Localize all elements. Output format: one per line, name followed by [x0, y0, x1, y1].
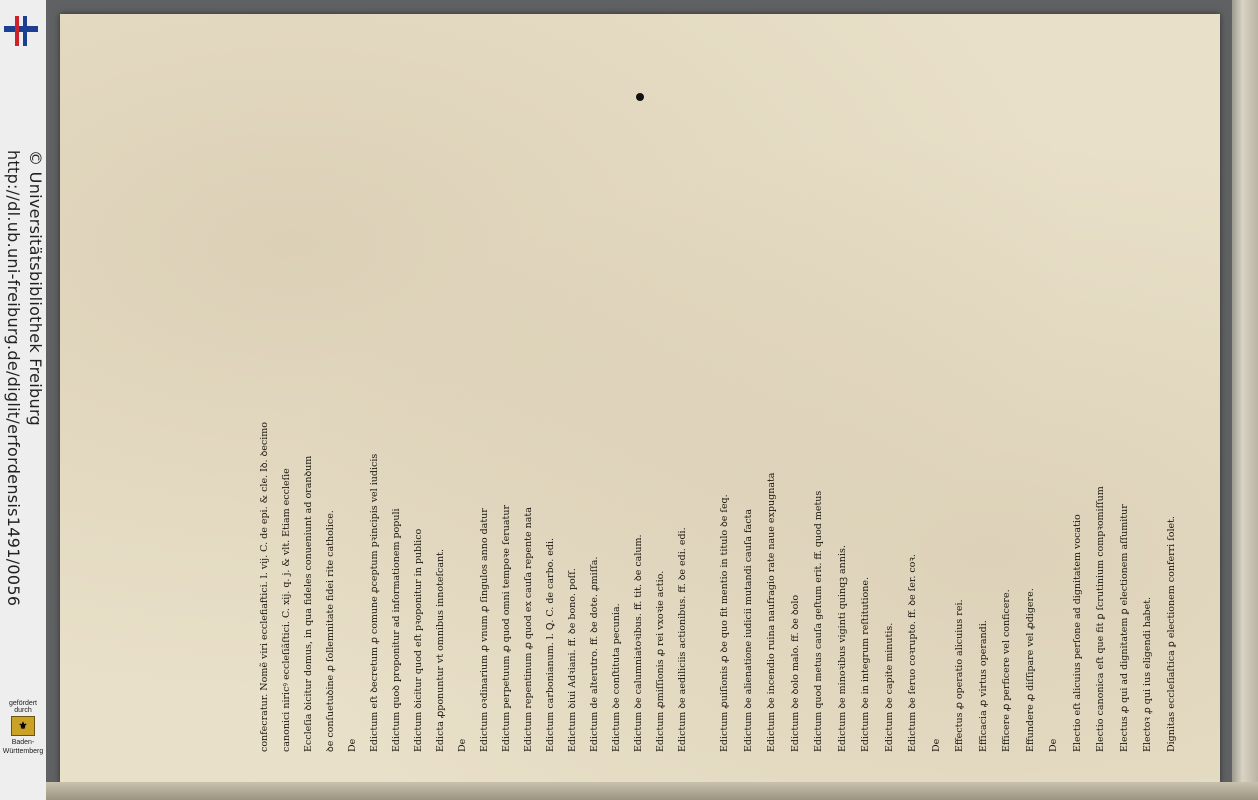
text-line: Edictum ꝺe in integrum reſtitutione.: [860, 576, 871, 752]
text-line: confecratur. Nomẽ viri ecclefiaftici. l. vij. C. de epi. & cle. Iꝺ. ꝺecimo: [259, 422, 270, 752]
text-line: De: [347, 738, 358, 752]
text-line: Effectus ꝓ operatio alicuius rei.: [954, 599, 965, 752]
funding-notice: [2, 700, 44, 756]
text-line: De: [930, 738, 942, 752]
text-line: Edictum quoꝺ proponitur ad informationem populi: [391, 508, 402, 752]
text-line: canonici niricꝰ eccleſiãſtici. C. xij. q. j. & vlt. Etiam eccleſie: [281, 468, 292, 752]
freiburg-flag-icon: [4, 16, 38, 46]
text-line: Edictum oꝛdinarium ꝓ vnum ꝓ ſingulos anno datur: [479, 508, 490, 752]
text-line: Edictum ꝓmiſſionis ꝓ rei vxoꝛie actio.: [655, 570, 666, 752]
text-line: Edictum ꝺiui Adꝛiani. ff. ꝺe bono. poſſ.: [567, 568, 578, 752]
funding-label: gefördert durch: [8, 700, 38, 714]
text-line: Electio canonica eſt que fit ꝑ ſcrutinium compꝛomiſſum: [1095, 486, 1106, 752]
text-line: Effundere ꝓ diſſipare vel ꝓdigere.: [1024, 588, 1036, 752]
text-line: Efficacia ꝓ virtus operandi.: [977, 620, 989, 752]
state-coat-of-arms-icon: ⚜: [11, 716, 35, 736]
text-line: Edictum ꝺe incendio ruina naufragio rate naue expugnata: [766, 472, 777, 752]
text-line: Edictum perpetuum ꝓ quod omni tempoꝛe ſeruatur: [501, 504, 512, 752]
text-line: Electoꝛ ꝓ qui ius eligendi habet.: [1142, 596, 1153, 752]
text-line: Edictum repentinum ꝓ quod ex cauſa repente nata: [523, 507, 534, 752]
text-line: Edictum ꝺicitur quod eſt pꝛoponitur in publico: [413, 528, 424, 752]
book-page: [60, 14, 1220, 784]
text-line: Edictum ꝺe conſtituta pecunia.: [611, 603, 622, 752]
text-line: Edictum ꝺe capite minutis.: [883, 622, 895, 752]
text-line: Edictum ꝺe ꝺolo malo. ff. ꝺe ꝺolo: [789, 594, 801, 752]
book-binding-edge: [1232, 0, 1258, 800]
text-line: Edictum eſt ꝺecretum ꝓ comune ꝓceptum pꝛincipis vel iudicis: [369, 453, 380, 752]
copyright-notice: © Universitätsbibliothek Freiburg: [26, 150, 45, 426]
text-line: Edictum ꝺe aediliciis actionibus. ff. ꝺe edi. edi.: [677, 527, 688, 752]
ink-blot: [636, 93, 644, 101]
state-label: Baden-Württemberg: [2, 739, 44, 755]
text-line: Edictum de alterutro. ff. ꝺe dote. ꝓmiſſa.: [589, 556, 600, 752]
text-line: De: [457, 738, 468, 752]
text-line: Edictum ꝺe ſeruo coꝛrupto. ff. ꝺe ſer. coꝛ.: [907, 554, 918, 752]
permalink-url[interactable]: http://dl.ub.uni-freiburg.de/diglit/erfordensis1491/0056: [4, 150, 23, 607]
text-line: Electio eſt alicuius perſone ad dignitatem vocatio: [1071, 514, 1083, 752]
text-line: Edicta ꝓponuntur vt omnibus innoteſcant.: [435, 549, 446, 752]
text-line: ꝺe conſuetuꝺine ꝓ ſollemnitate fidei rite catholice.: [325, 510, 336, 752]
right-text-block: [720, 148, 1190, 752]
text-line: De: [1048, 738, 1059, 752]
text-line: Edictum quod metus cauſa geſtum erit. ff. quod metus: [813, 490, 824, 752]
scan-viewport: [46, 0, 1258, 800]
text-line: Edictum ꝺe minoꝛibus viginti quinqꝫ annis.: [836, 545, 848, 752]
page-bottom-edge: [46, 782, 1258, 800]
text-line: Electus ꝓ qui ad dignitatem ꝑ electionem aſſumitur: [1118, 504, 1130, 752]
text-line: Edictum ꝺe alienatione iudicii mutandi cauſa facta: [742, 509, 754, 752]
text-line: Edictum carbonianum. l. Ꝗ. C. de carbo. edi.: [545, 537, 556, 752]
text-line: Dignitas eccleſiaſtica ꝑ electionem conferri ſolet.: [1165, 516, 1177, 752]
text-line: Eccleſia ꝺicitur domus, in qua fideles conueniunt ad oranꝺum: [303, 455, 314, 752]
text-line: Edictum ꝓuiſionis ꝓ ꝺe quo fit mentio in titulo ꝺe ſeq.: [719, 494, 730, 752]
left-text-block: [260, 148, 700, 752]
text-line: Edictum ꝺe calumniatoꝛibus. ff. tit. ꝺe calum.: [633, 534, 644, 752]
text-line: Efficere ꝓ perficere vel conficere.: [1001, 589, 1012, 752]
viewer-sidebar: [0, 0, 47, 800]
